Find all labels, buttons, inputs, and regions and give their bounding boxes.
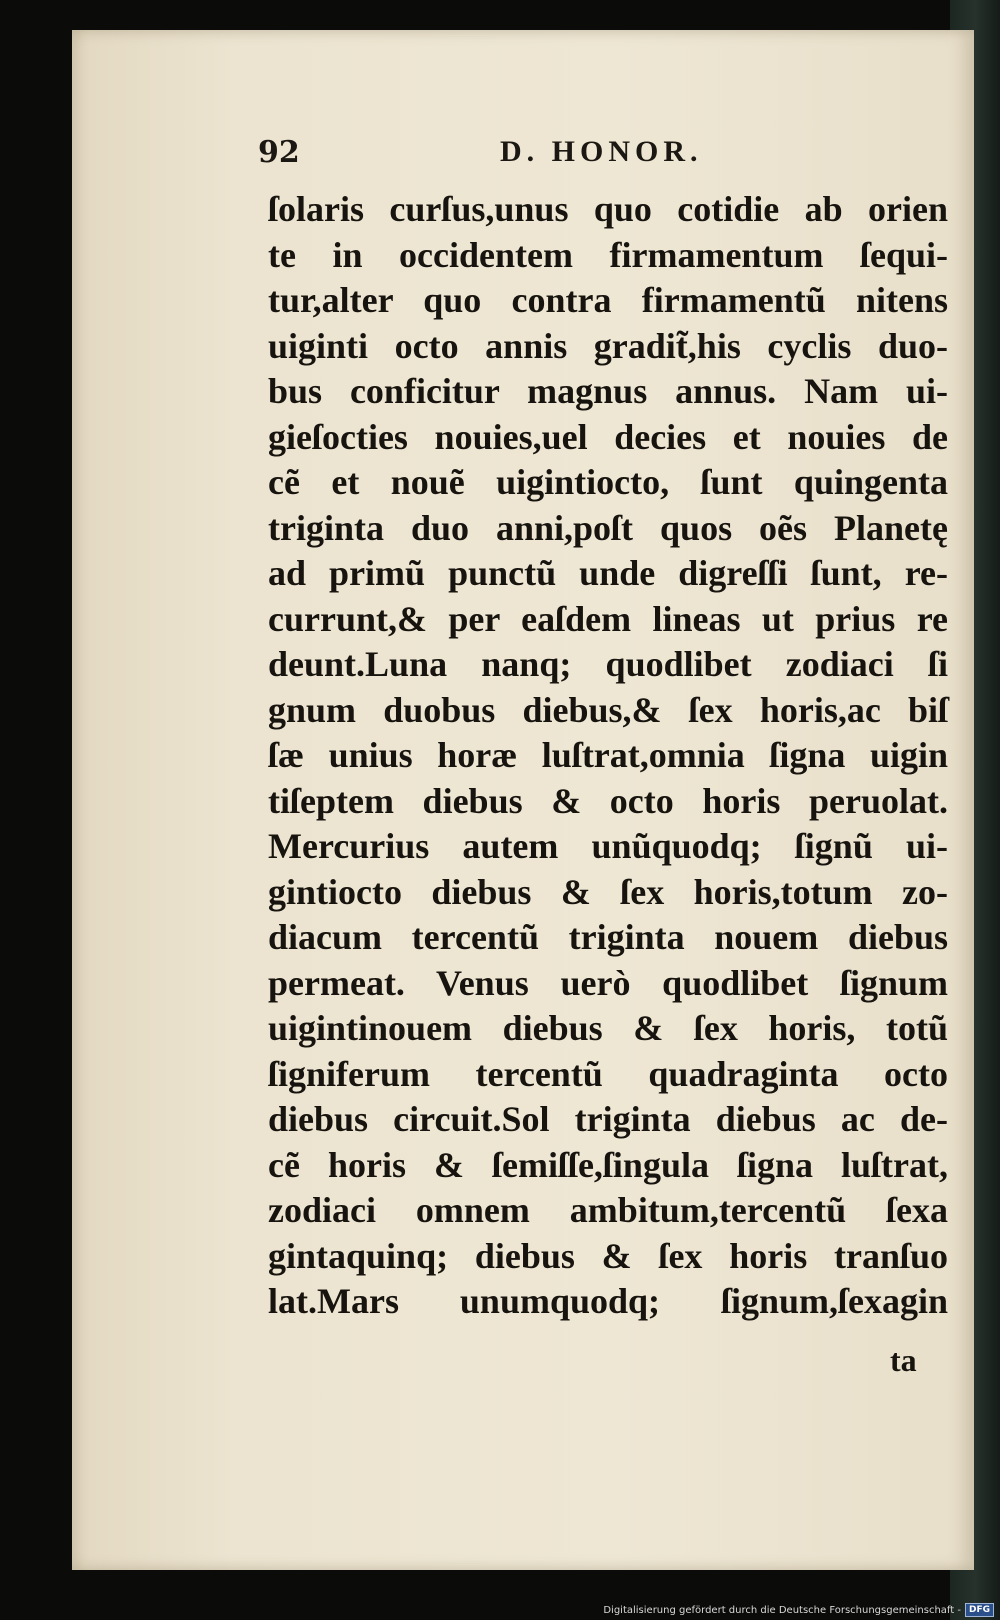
body-text [268, 187, 948, 1325]
text-line: gieſocties nouies,uel decies et nouies de [268, 416, 948, 457]
text-line: gintiocto diebus & ſex horis,totum zo- [268, 871, 948, 912]
page-header [0, 135, 1000, 175]
catchword: ta [890, 1342, 917, 1378]
text-line: triginta duo anni,poſt quos oẽs Planetę [268, 507, 948, 548]
text-line: ſolaris curſus,unus quo cotidie ab orien [268, 189, 948, 229]
text-line: ſigniferum tercentũ quadraginta octo [268, 1053, 948, 1094]
text-line: lat.Mars unumquodq; ſignum,ſexagin [268, 1281, 948, 1321]
text-line: permeat. Venus uerò quodlibet ſignum [268, 962, 948, 1003]
text-line: uiginti octo annis gradit̃,his cyclis duo- [268, 325, 948, 366]
text-line: cẽ et nouẽ uigintiocto, ſunt quingenta [268, 462, 948, 502]
text-line: currunt,& per eaſdem lineas ut prius re [268, 598, 948, 639]
folio-number: 92 [258, 135, 300, 170]
text-line: cẽ horis & ſemiſſe,ſingula ſigna luſtrat, [268, 1144, 948, 1185]
text-line: zodiaci omnem ambitum,tercentũ ſexa [268, 1190, 948, 1230]
funding-credit: Digitalisierung gefördert durch die Deutsche Forschungsgemeinschaft - [603, 1604, 961, 1616]
text-line: deunt.Luna nanq; quodlibet zodiaci ſi [268, 644, 948, 684]
digitization-footer [600, 1600, 1000, 1620]
text-line: tiſeptem diebus & octo horis peruolat. [268, 780, 948, 821]
text-line: ſæ unius horæ luſtrat,omnia ſigna uigin [268, 735, 948, 775]
text-line: tur,alter quo contra firmamentũ nitens [268, 280, 948, 320]
text-line: bus conficitur magnus annus. Nam ui- [268, 371, 948, 411]
text-line: Mercurius autem unũquodq; ſignũ ui- [268, 826, 948, 866]
text-line: uigintinouem diebus & ſex horis, totũ [268, 1008, 948, 1048]
dfg-logo-icon: DFG [965, 1603, 994, 1617]
text-line: diacum tercentũ triginta nouem diebus [268, 917, 948, 957]
text-line: gintaquinq; diebus & ſex horis tranſuo [268, 1235, 948, 1276]
text-line: diebus circuit.Sol triginta diebus ac de- [268, 1099, 948, 1139]
text-line: gnum duobus diebus,& ſex horis,ac biſ [268, 689, 948, 730]
running-head: D. HONOR. [500, 135, 703, 168]
text-line: te in occidentem firmamentum ſequi- [268, 234, 948, 275]
text-line: ad primũ punctũ unde digreſſi ſunt, re- [268, 553, 948, 593]
